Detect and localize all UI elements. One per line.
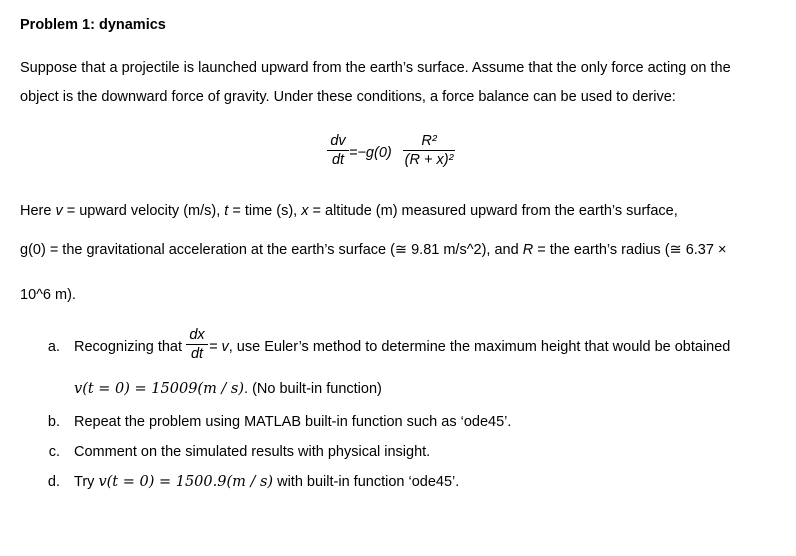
item-b-label: b.: [47, 414, 60, 430]
item-b-text: Repeat the problem using MATLAB built-in function such as ‘ode45’.: [74, 414, 512, 430]
dx-dt-fraction: [186, 326, 208, 363]
definitions-line-3: 10^6 m).: [20, 287, 76, 303]
item-a-label: a.: [47, 339, 60, 355]
radius-fraction: [403, 132, 455, 169]
item-a-text-cont: = v, use Euler’s method to determine the maximum height that would be obtained: [209, 339, 731, 355]
item-c-text: Comment on the simulated results with physical insight.: [74, 444, 431, 460]
dv-dt-fraction: [327, 132, 349, 169]
r-squared-numerator: R²: [421, 133, 437, 149]
initial-velocity-condition: v(t = 0) = 15009(m / s): [74, 381, 245, 397]
r-plus-x-squared-denominator: (R + x)²: [404, 152, 454, 168]
definitions-line-2: g(0) = the gravitational acceleration at the earth’s surface (≅ 9.81 m/s^2), and R = the earth’s radius (≅ 6.37 ×: [20, 242, 727, 258]
item-d-label: d.: [47, 474, 60, 490]
intro-line-1: Suppose that a projectile is launched upward from the earth’s surface. Assume that the only force acting on the: [20, 60, 731, 76]
initial-velocity-condition: v(t = 0) = 1500.9(m / s): [98, 474, 274, 490]
item-d-text: Try v(t = 0) = 1500.9(m / s) with built-in function ‘ode45’.: [74, 474, 460, 490]
intro-line-2: object is the downward force of gravity. Under these conditions, a force balance can be used to derive:: [20, 89, 676, 105]
item-c-label: c.: [48, 444, 60, 460]
problem-title: Problem 1: dynamics: [20, 17, 166, 33]
dx-numerator: dx: [189, 327, 205, 343]
dt-denominator: dt: [190, 346, 204, 362]
item-a-line-2: v(t = 0) = 15009(m / s). (No built-in function): [74, 381, 382, 397]
definitions-line-1: Here v = upward velocity (m/s), t = time (s), x = altitude (m) measured upward from the earth’s surface,: [20, 203, 678, 219]
item-a-text: Recognizing that: [74, 339, 183, 355]
equation-middle: =−g(0): [349, 145, 392, 161]
dt-denominator: dt: [331, 152, 345, 168]
dv-numerator: dv: [330, 133, 346, 149]
